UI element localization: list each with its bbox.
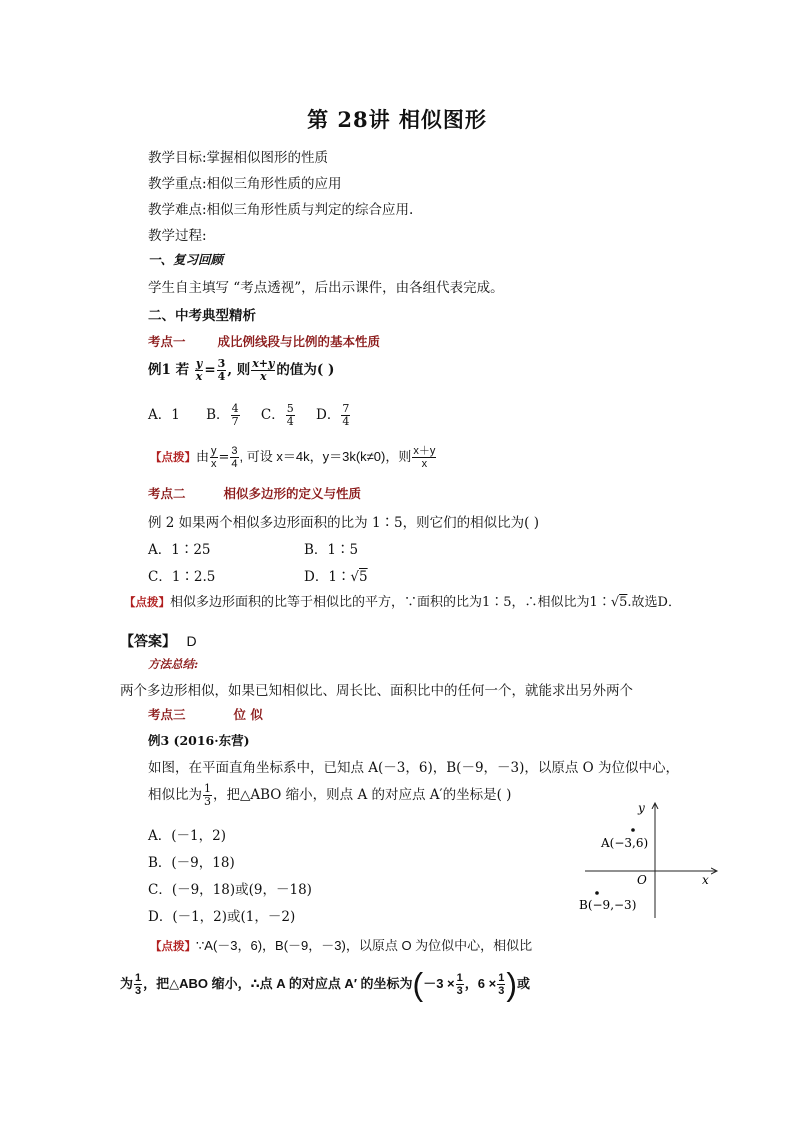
hint-1: 【点拨】由 $\frac{y}{x}$ = $\frac{3}{4}$ , 可设 x＝4k，y＝3k(k≠0)，则 $\frac{x+y}{x}$ xyxy=(150,445,436,470)
teaching-goal: 教学目标:掌握相似图形的性质 xyxy=(148,150,329,166)
example-3-head: 例3 (2016·东营) xyxy=(148,733,250,748)
hint-3-line1: 【点拨】∵A(－3，6)，B(－9，－3)，以原点 O 为位似中心，相似比 xyxy=(150,938,533,953)
answer xyxy=(120,631,197,651)
coordinate-graph xyxy=(575,795,725,920)
example-2-option-c: C．1∶2.5 xyxy=(148,569,216,585)
teaching-process: 教学过程: xyxy=(148,228,207,244)
y-axis-label: y xyxy=(638,801,645,815)
keypoint-3-title: 位 似 xyxy=(233,707,263,722)
answer-label: 【答案】 xyxy=(120,634,176,650)
point-b-label: B(−9,−3) xyxy=(579,898,637,912)
keypoint-2-label: 考点二 xyxy=(148,486,186,501)
point-a-label: A(−3,6) xyxy=(601,836,649,850)
method-heading: 方法总结: xyxy=(148,657,199,671)
point-b xyxy=(595,891,599,895)
fraction-y-over-x: $\frac{y}{x}$ xyxy=(195,357,203,383)
section2-heading: 二、中考典型精析 xyxy=(148,308,256,324)
keypoint-1-label: 考点一 xyxy=(148,334,186,349)
keypoint-2-title: 相似多边形的定义与性质 xyxy=(223,486,362,501)
example-2-option-b: B．1∶5 xyxy=(304,542,359,558)
example-3-option-a: A．(－1，2) xyxy=(148,828,226,844)
teaching-difficulty: 教学难点:相似三角形性质与判定的综合应用. xyxy=(148,202,414,218)
example-3-option-c: C．(－9，18)或(9，－18) xyxy=(148,882,312,898)
fraction-xy-over-x: $\frac{x+y}{x}$ xyxy=(252,357,275,383)
hint-2-tag: 【点拨】 xyxy=(124,595,170,609)
example-1-options xyxy=(148,403,351,428)
option-d: D． $\frac{7}{4}$ xyxy=(316,402,350,428)
example-2-option-d: D．1∶√5 xyxy=(304,569,368,585)
example-3-option-b: B．(－9，18) xyxy=(148,855,235,871)
answer-value: D xyxy=(186,633,197,649)
point-a xyxy=(631,828,635,832)
keypoint-3 xyxy=(148,705,263,723)
keypoint-2 xyxy=(148,484,361,502)
keypoint-1-title: 成比例线段与比例的基本性质 xyxy=(217,334,381,349)
section1-heading: 一、复习回顾 xyxy=(148,252,224,267)
hint-2: 【点拨】相似多边形面积的比等于相似比的平方，∵面积的比为1∶5，∴相似比为1∶√5.故选D． xyxy=(124,595,681,610)
keypoint-3-label: 考点三 xyxy=(148,707,186,722)
example-2-option-a: A．1∶25 xyxy=(148,542,211,558)
example-3-option-d: D．(－1，2)或(1，－2) xyxy=(148,909,296,925)
example-1-question: 例1 若 $\frac{y}{x}$ = $\frac{3}{4}$ , 则 $\frac{x+y}{x}$ 的值为( ) xyxy=(148,357,335,383)
option-b: B． $\frac{4}{7}$ xyxy=(206,402,239,428)
hint-3-tag: 【点拨】 xyxy=(150,939,196,953)
keypoint-1 xyxy=(148,332,380,350)
fraction-3-over-4: $\frac{3}{4}$ xyxy=(217,357,226,383)
x-axis-label: x xyxy=(702,873,709,887)
hint-3-line2: 为 $\frac{1}{3}$ ，把△ABO 缩小，∴点 A 的对应点 A′ 的坐标为(－3 × $\frac{1}{3}$ ，6 × $\frac{1}{3}$ )或 xyxy=(120,966,530,1003)
example-3-line1: 如图，在平面直角坐标系中，已知点 A(－3，6)，B(－9，－3)，以原点 O 为位似中心， xyxy=(148,760,680,776)
example-2-question: 例 2 如果两个相似多边形面积的比为 1∶5，则它们的相似比为( ) xyxy=(148,515,539,531)
method-text: 两个多边形相似，如果已知相似比、周长比、面积比中的任何一个，就能求出另外两个 xyxy=(120,683,633,699)
section1-text: 学生自主填写 “考点透视”，后出示课件，由各组代表完成。 xyxy=(148,280,504,296)
teaching-focus: 教学重点:相似三角形性质的应用 xyxy=(148,176,342,192)
hint-1-tag: 【点拨】 xyxy=(150,450,196,464)
origin-label: O xyxy=(637,873,647,887)
example-3-line2: 相似比为 $\frac{1}{3}$ ，把△ABO 缩小，则点 A 的对应点 A′的坐标是( ) xyxy=(148,782,512,808)
option-c: C． $\frac{5}{4}$ xyxy=(260,402,294,428)
example-1-prefix: 例1 若 xyxy=(148,362,190,378)
page-title: 第 28讲 相似图形 xyxy=(307,107,487,132)
option-a: A．1 xyxy=(148,407,180,423)
